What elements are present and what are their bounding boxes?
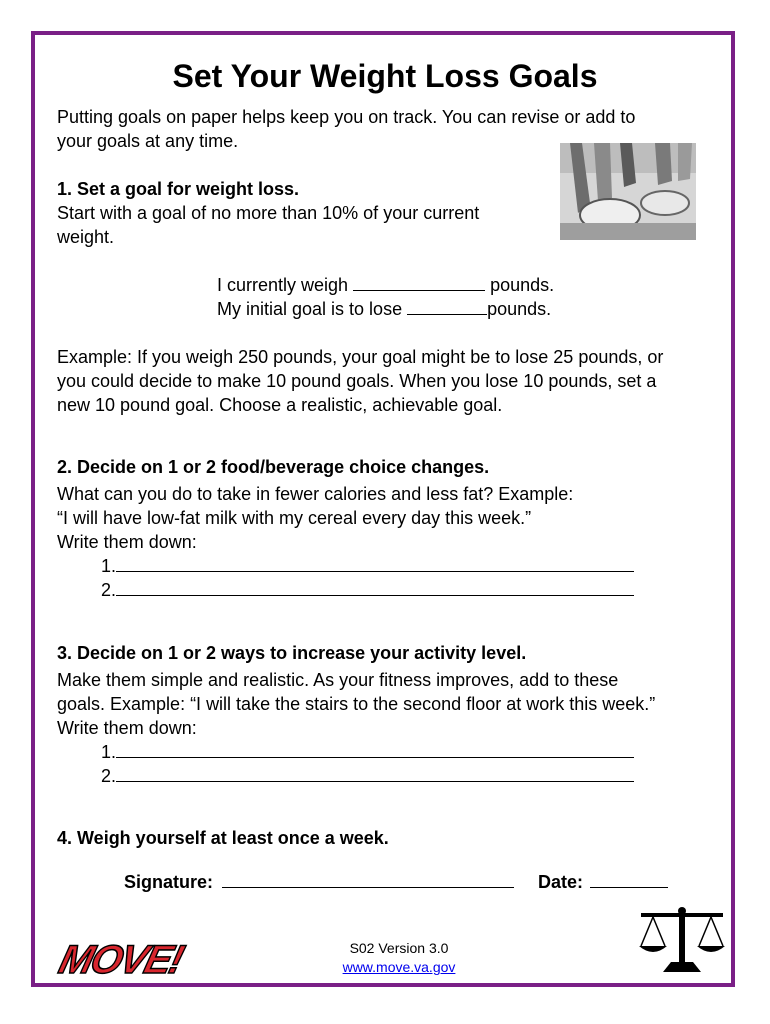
- section-2-text-3: Write them down:: [57, 532, 197, 552]
- current-weight-line: [217, 273, 554, 297]
- section-3-text-2: goals. Example: “I will take the stairs to the second floor at work this week.”: [57, 694, 656, 714]
- section-1-text-1: Start with a goal of no more than 10% of your current: [57, 203, 480, 223]
- initial-goal-blank[interactable]: [407, 314, 487, 315]
- section-2-text-1: What can you do to take in fewer calories and less fat? Example:: [57, 484, 574, 504]
- move-logo-text: MOVE!: [54, 936, 188, 982]
- section-2-item-1-number: 1.: [101, 556, 117, 576]
- section-4-heading: 4. Weigh yourself at least once a week.: [57, 828, 389, 848]
- example-line-3: new 10 pound goal. Choose a realistic, achievable goal.: [57, 395, 503, 415]
- section-3-item-1: [101, 740, 634, 764]
- section-2-text-2: “I will have low-fat milk with my cereal every day this week.”: [57, 508, 532, 528]
- signature-label: Signature:: [124, 872, 214, 892]
- current-weight-suffix: pounds.: [485, 275, 555, 295]
- initial-goal-suffix: pounds.: [487, 299, 552, 319]
- section-3-item-2-blank[interactable]: [116, 781, 634, 782]
- section-3-item-1-blank[interactable]: [116, 757, 634, 758]
- footer-link[interactable]: www.move.va.gov: [342, 959, 456, 975]
- feet-on-scale-photo: [560, 143, 696, 240]
- intro-line-1: Putting goals on paper helps keep you on track. You can revise or add to: [57, 107, 636, 127]
- balance-scale-icon: [637, 906, 727, 974]
- move-logo: [53, 933, 188, 982]
- section-2-item-1-blank[interactable]: [116, 571, 634, 572]
- section-3-text-3: Write them down:: [57, 718, 197, 738]
- section-2-heading: 2. Decide on 1 or 2 food/beverage choice changes.: [57, 457, 490, 477]
- date-row: [538, 870, 668, 894]
- intro-line-2: your goals at any time.: [57, 131, 239, 151]
- section-1-text-2: weight.: [57, 227, 115, 247]
- example-line-1: Example: If you weigh 250 pounds, your goal might be to lose 25 pounds, or: [57, 347, 664, 367]
- section-1-heading: 1. Set a goal for weight loss.: [57, 179, 300, 199]
- page-title: Set Your Weight Loss Goals: [172, 58, 598, 94]
- section-2-item-2-blank[interactable]: [116, 595, 634, 596]
- section-2-item-2: [101, 578, 634, 602]
- date-blank[interactable]: [590, 887, 668, 888]
- initial-goal-prefix: My initial goal is to lose: [217, 299, 408, 319]
- section-2-item-1: [101, 554, 634, 578]
- current-weight-prefix: I currently weigh: [217, 275, 354, 295]
- signature-row: [124, 870, 514, 894]
- section-3-item-1-number: 1.: [101, 742, 117, 762]
- section-2-item-2-number: 2.: [101, 580, 117, 600]
- example-line-2: you could decide to make 10 pound goals. When you lose 10 pounds, set a: [57, 371, 657, 391]
- footer-version: S02 Version 3.0: [349, 940, 449, 956]
- section-3-text-1: Make them simple and realistic. As your fitness improves, add to these: [57, 670, 619, 690]
- section-3-item-2: [101, 764, 634, 788]
- section-3-heading: 3. Decide on 1 or 2 ways to increase your activity level.: [57, 643, 527, 663]
- initial-goal-line: [217, 297, 551, 321]
- current-weight-blank[interactable]: [353, 290, 485, 291]
- section-3-item-2-number: 2.: [101, 766, 117, 786]
- signature-blank[interactable]: [222, 887, 514, 888]
- date-label: Date:: [538, 872, 584, 892]
